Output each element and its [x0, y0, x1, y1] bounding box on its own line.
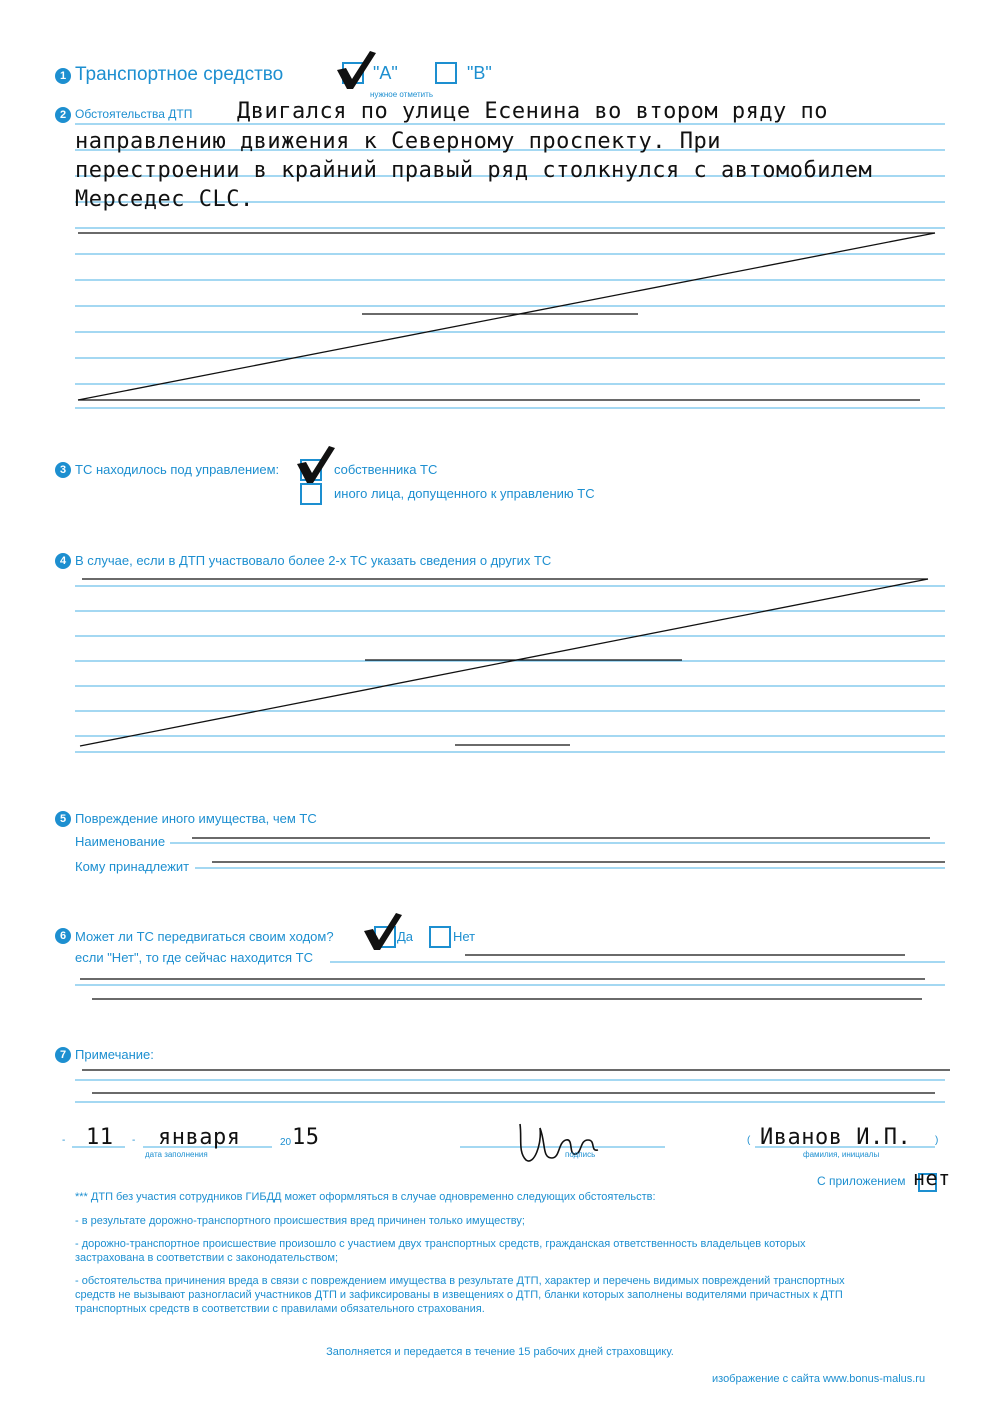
driver-other-checkbox[interactable] [300, 483, 322, 505]
footnote-item-2b: застрахована в соответствии с законодательством; [75, 1252, 339, 1264]
property-damage-label: Повреждение иного имущества, чем ТС [75, 811, 317, 826]
footnote-intro: *** ДТП без участия сотрудников ГИБДД может оформляться в случае одновременно следующих обстоятельств: [75, 1191, 656, 1203]
can-move-yes-label: Да [397, 929, 414, 944]
footnote-item-1: - в результате дорожно-транспортного происшествия вред причинен только имуществу; [75, 1215, 525, 1227]
property-owner-label: Кому принадлежит [75, 859, 190, 874]
vehicle-b-checkbox[interactable] [435, 62, 457, 84]
circumstances-text-line-3: перестроении в крайний правый ряд столкнулся с автомобилем [75, 158, 873, 183]
check-mark-icon [334, 48, 378, 92]
note-label: Примечание: [75, 1047, 154, 1062]
vehicle-label: Транспортное средство [75, 64, 284, 85]
footnote-item-3a: - обстоятельства причинения вреда в связи с повреждением имущества в результате ДТП, характер и перечень видимых повреждений транспортных [75, 1275, 845, 1287]
date-day: 11 [86, 1125, 114, 1150]
date-quote-open: - [62, 1135, 66, 1146]
source-note: изображение с сайта www.bonus-malus.ru [712, 1373, 926, 1385]
other-vehicles-label: В случае, если в ДТП участвовало более 2-х ТС указать сведения о других ТС [75, 553, 552, 568]
property-name-label: Наименование [75, 834, 166, 849]
section-number-4: 4 [55, 553, 71, 569]
bottom-note: Заполняется и передается в течение 15 рабочих дней страховщику. [326, 1346, 674, 1358]
signature-image [512, 1118, 612, 1166]
circumstances-text-line-2: направлению движения к Северному проспекту. При [75, 129, 722, 154]
circumstances-text-line-1: Двигался по улице Есенина во втором ряду по [237, 99, 829, 124]
date-caption: дата заполнения [145, 1150, 208, 1159]
circumstances-text-line-4: Мерседес CLC. [75, 187, 254, 212]
name-paren-open: ( [747, 1135, 751, 1146]
signer-name: Иванов И.П. [760, 1125, 912, 1150]
driver-owner-label: собственника ТС [334, 462, 438, 477]
section-number-3: 3 [55, 462, 71, 478]
can-move-no-label: Нет [453, 929, 476, 944]
attachment-value: нет [913, 1166, 951, 1190]
date-quote-close: - [132, 1135, 136, 1146]
vehicle-location-label: если "Нет", то где сейчас находится ТС [75, 950, 313, 965]
section-number-2: 2 [55, 107, 71, 123]
vehicle-hint: нужное отметить [370, 90, 433, 99]
check-mark-icon [362, 911, 404, 953]
name-paren-close: ) [935, 1135, 939, 1146]
date-year: 15 [292, 1125, 320, 1150]
driver-label: ТС находилось под управлением: [75, 462, 280, 477]
signature-caption: подпись [565, 1150, 596, 1159]
date-month: января [158, 1125, 241, 1150]
section-number-6: 6 [55, 928, 71, 944]
driver-other-label: иного лица, допущенного к управлению ТС [334, 486, 595, 501]
section-number-5: 5 [55, 811, 71, 827]
name-caption: фамилия, инициалы [803, 1150, 880, 1159]
circumstances-label: Обстоятельства ДТП [75, 107, 193, 121]
can-move-no-checkbox[interactable] [429, 926, 451, 948]
date-century: 20 [280, 1137, 292, 1148]
section-number-1: 1 [55, 68, 71, 84]
vehicle-a-label: "А" [373, 63, 398, 83]
can-move-label: Может ли ТС передвигаться своим ходом? [75, 929, 334, 944]
footnote-item-2a: - дорожно-транспортное происшествие произошло с участием двух транспортных средств, гражданская ответственность владельцев которых [75, 1238, 806, 1250]
footnote-item-3c: транспортных средств в соответствии с правилами обязательного страхования. [75, 1303, 485, 1315]
check-mark-icon [295, 444, 337, 486]
section-number-7: 7 [55, 1047, 71, 1063]
vehicle-b-label: "В" [467, 63, 492, 83]
footnote-item-3b: средств не вызывают разногласий участников ДТП и зафиксированы в извещениях о ДТП, бланки которых заполнены водителями причастных к ДТП [75, 1289, 843, 1301]
attachment-label: С приложением [817, 1174, 906, 1188]
